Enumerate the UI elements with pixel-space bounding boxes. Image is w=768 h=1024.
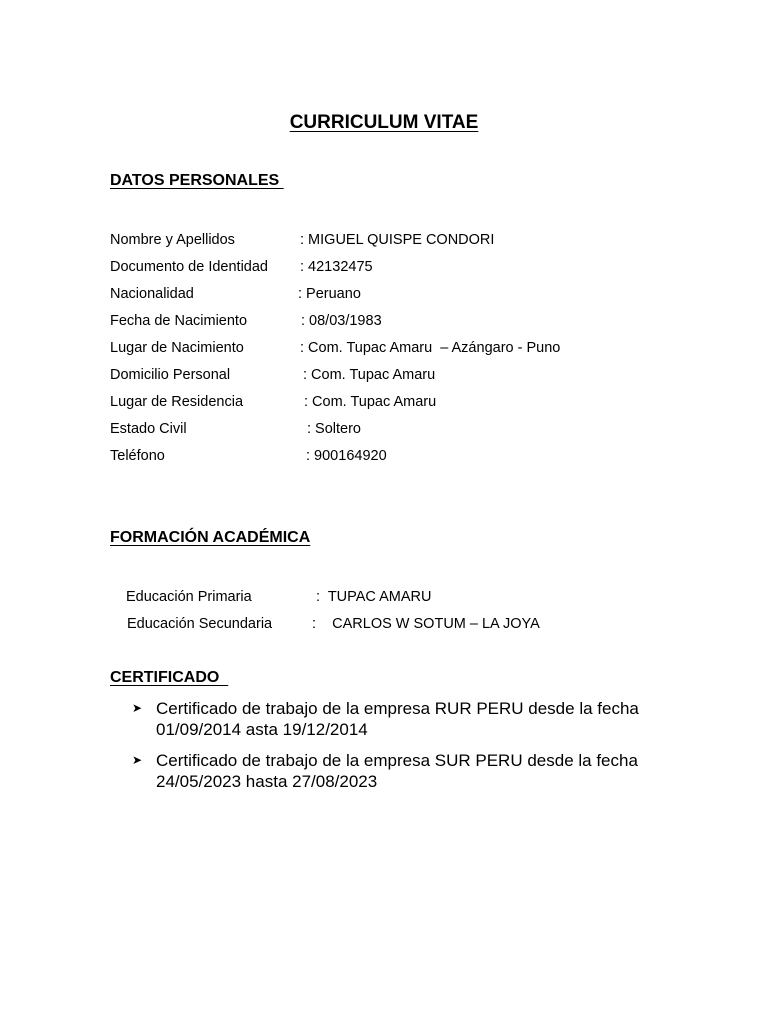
certificate-item [132,750,652,792]
arrow-bullet-icon: ➤ [132,753,143,767]
field-label: Nombre y Apellidos [110,232,235,248]
academic-heading: FORMACIÓN ACADÉMICA [110,529,311,546]
field-value: : Com. Tupac Amaru [304,394,437,410]
field-label: Lugar de Nacimiento [110,340,244,356]
field-value: : MIGUEL QUISPE CONDORI [300,232,495,248]
personal-data-heading: DATOS PERSONALES [110,172,284,189]
education-value: : CARLOS W SOTUM – LA JOYA [312,616,540,632]
certificate-text: Certificado de trabajo de la empresa SUR PERU desde la fecha 24/05/2023 hasta 27/08/2023 [156,751,638,791]
field-value: : Soltero [307,421,361,437]
arrow-bullet-icon: ➤ [132,701,143,715]
field-label: Nacionalidad [110,286,194,302]
field-label: Teléfono [110,448,165,464]
field-value: : Peruano [298,286,361,302]
certificate-text: Certificado de trabajo de la empresa RUR PERU desde la fecha 01/09/2014 asta 19/12/2014 [156,699,639,739]
field-value: : Com. Tupac Amaru – Azángaro - Puno [300,340,561,356]
field-label: Lugar de Residencia [110,394,244,410]
certificates-heading: CERTIFICADO [110,669,229,686]
field-value: : 900164920 [306,448,387,464]
field-label: Estado Civil [110,421,187,437]
field-value: : Com. Tupac Amaru [303,367,436,383]
field-label: Documento de Identidad [110,259,268,275]
certificates-list [132,698,652,802]
field-label: Domicilio Personal [110,367,231,383]
certificate-item [132,698,652,740]
education-value: : TUPAC AMARU [316,589,432,605]
field-value: : 08/03/1983 [301,313,382,329]
field-value: : 42132475 [300,259,373,275]
education-label: Educación Secundaria [127,616,273,632]
field-label: Fecha de Nacimiento [110,313,248,329]
education-label: Educación Primaria [126,589,252,605]
document-title: CURRICULUM VITAE [289,112,479,133]
